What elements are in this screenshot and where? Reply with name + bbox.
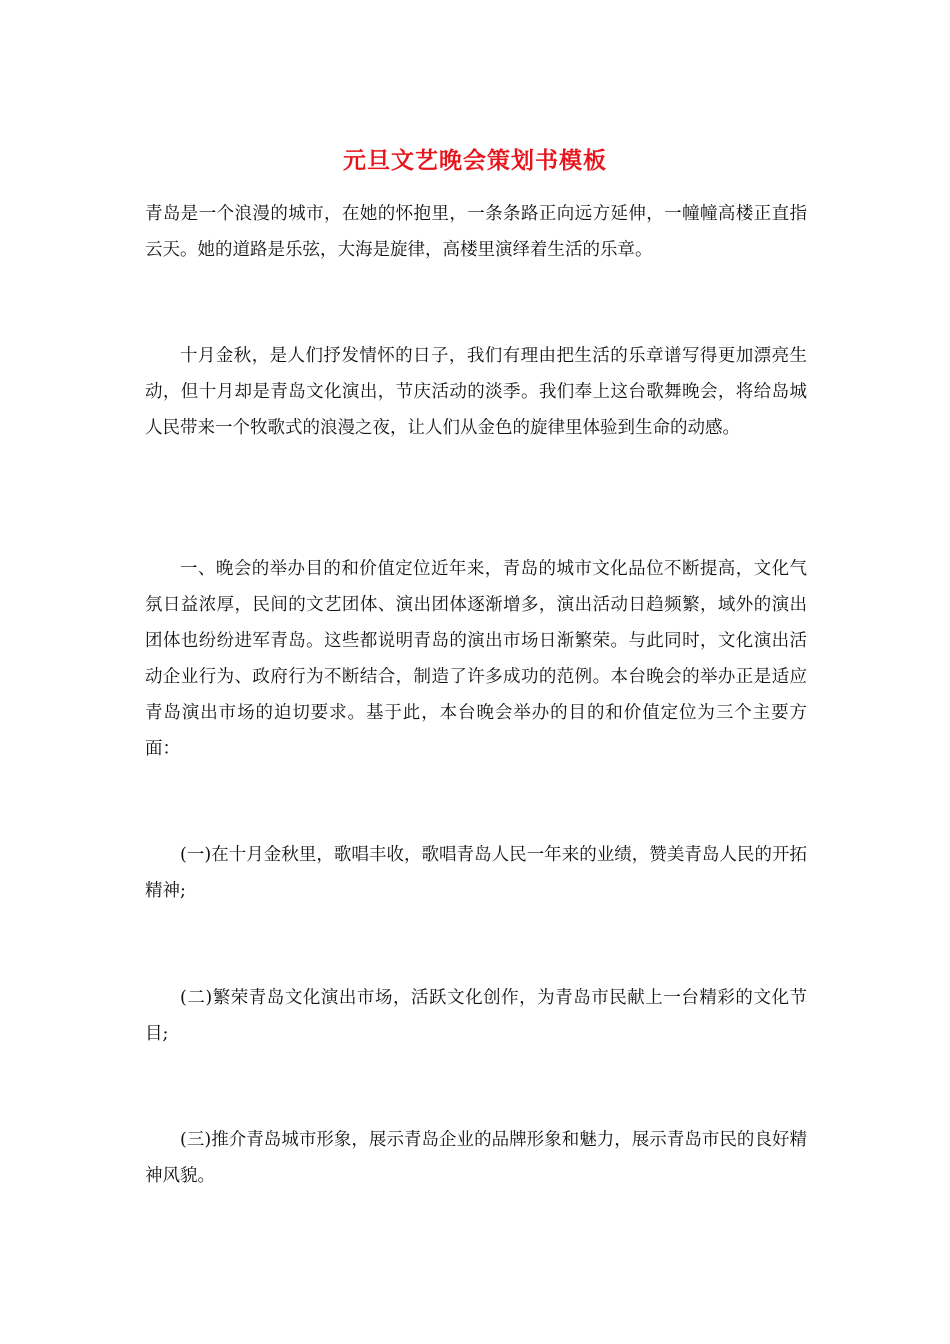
paragraph-intro: 青岛是一个浪漫的城市，在她的怀抱里，一条条路正向远方延伸，一幢幢高楼正直指云天。她的道路是乐弦，大海是旋律，高楼里演绎着生活的乐章。 [145,204,807,260]
paragraph-item-1: (一)在十月金秋里，歌唱丰收，歌唱青岛人民一年来的业绩，赞美青岛人民的开拓精神; [145,845,807,901]
paragraph-item-2: (二)繁荣青岛文化演出市场，活跃文化创作，为青岛市民献上一台精彩的文化节目; [145,988,807,1044]
document-title: 元旦文艺晚会策划书模板 [343,147,607,174]
paragraph-purpose: 一、晚会的举办目的和价值定位近年来，青岛的城市文化品位不断提高，文化气氛日益浓厚，民间的文艺团体、演出团体逐渐增多，演出活动日趋频繁，域外的演出团体也纷纷进军青岛。这些都说明青岛的演出市场日渐繁荣。与此同时，文化演出活动企业行为、政府行为不断结合，制造了许多成功的范例。本台晚会的举办正是适应青岛演出市场的迫切要求。基于此，本台晚会举办的目的和价值定位为三个主要方面： [145,559,807,759]
paragraph-october: 十月金秋，是人们抒发情怀的日子，我们有理由把生活的乐章谱写得更加漂亮生动，但十月却是青岛文化演出，节庆活动的淡季。我们奉上这台歌舞晚会，将给岛城人民带来一个牧歌式的浪漫之夜，让人们从金色的旋律里体验到生命的动感。 [145,346,807,438]
paragraph-item-3: (三)推介青岛城市形象，展示青岛企业的品牌形象和魅力，展示青岛市民的良好精神风貌。 [145,1130,807,1186]
